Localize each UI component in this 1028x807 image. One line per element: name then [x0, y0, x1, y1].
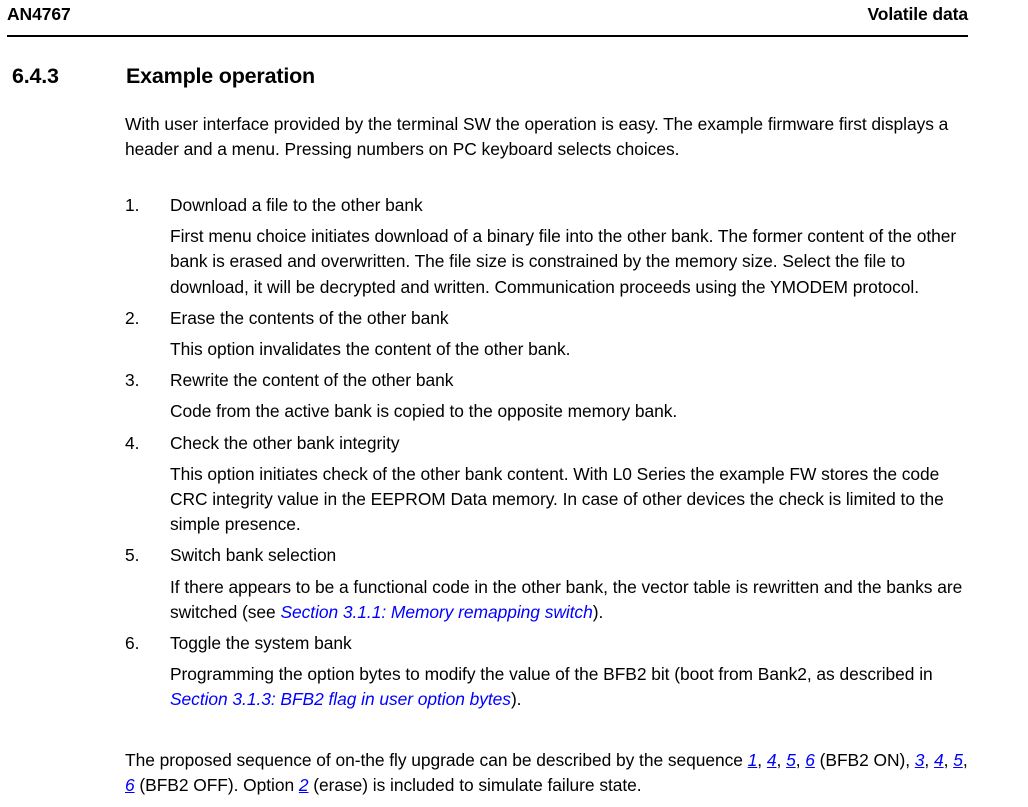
separator: ,	[757, 750, 767, 770]
list-item-title: Check the other bank integrity	[170, 432, 400, 453]
list-item-body	[170, 662, 971, 712]
list-item-marker: 6.	[125, 633, 140, 654]
list-item-heading	[125, 368, 971, 393]
body-text-before-link: Programming the option bytes to modify the value of the BFB2 bit (boot from Bank2, as described in	[170, 664, 933, 685]
cross-reference-option-6b[interactable]: 6	[125, 775, 135, 796]
list-item-body: Code from the active bank is copied to the opposite memory bank.	[170, 401, 678, 422]
list-item	[125, 368, 971, 424]
header-divider	[7, 35, 968, 37]
chapter-title: Volatile data	[867, 4, 968, 24]
separator: ,	[943, 750, 954, 770]
separator: ,	[776, 750, 787, 770]
running-header	[7, 4, 968, 25]
cross-reference-link-memory-remapping[interactable]: Section 3.1.1: Memory remapping switch	[280, 601, 593, 622]
body-text-after-link: ).	[592, 601, 604, 622]
cross-reference-option-3[interactable]: 3	[914, 750, 925, 770]
cross-reference-option-6a[interactable]: 6	[805, 750, 815, 770]
numbered-list	[125, 193, 971, 713]
cross-reference-option-4a[interactable]: 4	[766, 750, 777, 770]
list-item-title: Switch bank selection	[170, 545, 337, 566]
list-item-marker: 5.	[125, 545, 140, 566]
separator: ,	[795, 750, 806, 770]
intro-block	[125, 112, 971, 162]
cross-reference-option-2[interactable]: 2	[298, 775, 309, 796]
list-item-marker: 2.	[125, 307, 140, 328]
cross-reference-option-4b[interactable]: 4	[933, 750, 944, 770]
list-item	[125, 193, 971, 300]
list-item-body	[170, 575, 971, 625]
section-number: 6.4.3	[12, 64, 59, 88]
document-id: AN4767	[7, 4, 71, 24]
list-item-title: Erase the contents of the other bank	[170, 307, 449, 328]
list-item	[125, 543, 971, 625]
list-item-heading	[125, 193, 971, 218]
list-item-title: Rewrite the content of the other bank	[170, 370, 454, 391]
body-text-after-link: ).	[510, 689, 522, 710]
section-title: Example operation	[126, 64, 315, 88]
list-item-heading	[125, 543, 971, 568]
body-text-before-link: If there appears to be a functional code in the other bank, the vector table is rewritten and the banks are switched (see	[170, 576, 963, 622]
list-item-body: This option initiates check of the other bank content. With L0 Series the example FW stores the code CRC integrity value in the EEPROM Data memory. In case of other devices the check is limited to the simple presence.	[170, 463, 944, 535]
closing-segment-3: (BFB2 OFF). Option	[134, 775, 299, 796]
list-item-heading	[125, 306, 971, 331]
intro-paragraph: With user interface provided by the terminal SW the operation is easy. The example firmware first displays a header and a menu. Pressing numbers on PC keyboard selects choices.	[125, 114, 949, 160]
cross-reference-option-5b[interactable]: 5	[953, 750, 963, 770]
closing-segment-2: (BFB2 ON),	[814, 750, 915, 770]
list-item-title: Toggle the system bank	[170, 633, 352, 654]
list-item	[125, 431, 971, 538]
cross-reference-option-5a[interactable]: 5	[786, 750, 796, 770]
section-heading	[12, 64, 972, 89]
list-item-title: Download a file to the other bank	[170, 195, 423, 215]
list-item-marker: 3.	[125, 370, 140, 391]
list-item	[125, 631, 971, 713]
list-item-body: First menu choice initiates download of a binary file into the other bank. The former content of the other bank is erased and overwritten. The file size is constrained by the memory size. Select the file to download, it will be decrypted and written. Communication proceeds using the YMODEM protocol.	[170, 226, 957, 297]
cross-reference-option-1[interactable]: 1	[747, 750, 758, 770]
closing-segment-1: The proposed sequence of on-the fly upgrade can be described by the sequence	[125, 750, 748, 770]
list-item-body: This option invalidates the content of the other bank.	[170, 339, 571, 360]
closing-segment-4: (erase) is included to simulate failure state.	[308, 775, 642, 796]
list-item-heading	[125, 431, 971, 456]
list-item-heading	[125, 631, 971, 656]
list-item	[125, 306, 971, 362]
list-item-marker: 1.	[125, 195, 140, 215]
separator: ,	[962, 750, 968, 770]
separator: ,	[924, 750, 934, 770]
list-item-marker: 4.	[125, 432, 140, 453]
closing-paragraph	[125, 748, 977, 799]
cross-reference-link-bfb2-flag[interactable]: Section 3.1.3: BFB2 flag in user option bytes	[170, 689, 511, 710]
